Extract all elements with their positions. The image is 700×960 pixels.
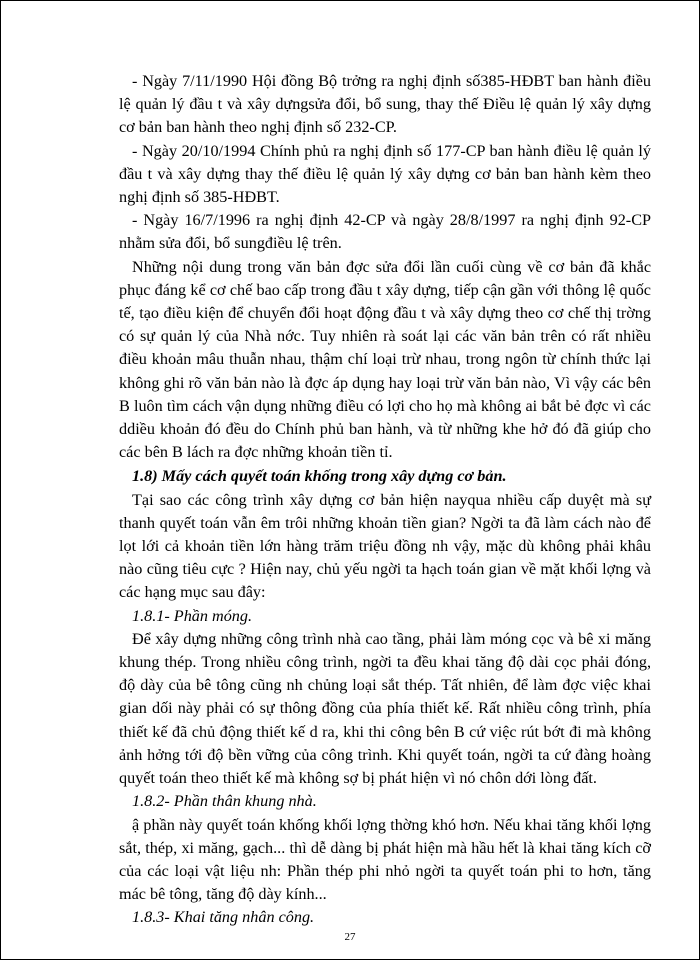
- heading-1-8: 1.8) Mấy cách quyết toán khống trong xây dựng cơ bản.: [132, 467, 507, 486]
- heading-1-8-2: 1.8.2- Phần thân khung nhà.: [132, 792, 317, 811]
- paragraph-decree-42-92: - Ngày 16/7/1996 ra nghị định 42-CP và ngày 28/8/1997 ra nghị định 92-CP nhằm sửa đổi, bổ sungđiều lệ trên.: [119, 211, 651, 253]
- heading-1-8-3: 1.8.3- Khai tăng nhân công.: [132, 908, 315, 927]
- paragraph-decree-385: - Ngày 7/11/1990 Hội đồng Bộ trởng ra nghị định số385-HĐBT ban hành điều lệ quản lý đầu t và xây dựngsửa đổi, bổ sung, thay thế Điều lệ quản lý xây dựng cơ bản ban hành theo nghị định số 232-CP.: [119, 72, 651, 137]
- paragraph-revisions: Những nội dung trong văn bản đợc sửa đổi lần cuối cùng về cơ bản đã khắc phục đáng kể cơ chế bao cấp trong đầu t xây dựng, tiếp cận gần với thông lệ quốc tế, tạo điều kiện để chuyển đổi hoạt động đầu t và xây dựng theo cơ chế thị trờng có sự quản lý của Nhà nớc. Tuy nhiên rà soát lại các văn bản trên có rất nhiều điều khoản mâu thuẫn nhau, thậm chí loại trừ nhau, trong ngôn từ chính thức lại không ghi rõ văn bản nào là đợc áp dụng hay loại trừ văn bản nào, Vì vậy các bên B luôn tìm cách vận dụng những điều có lợi cho họ mà không ai bắt bẻ đợc vì các ddiều khoản đó đều do Chính phủ ban hành, và từ những khe hở đó đã giúp cho các bên B lách ra đợc những khoản tiền tỉ.: [119, 257, 651, 462]
- paragraph-1-8-1: Để xây dựng những công trình nhà cao tầng, phải làm móng cọc và bê xi măng khung thép. Trong nhiều công trình, ngời ta đều khai tăng độ dài cọc phải đóng, độ dày của bê tông cũng nh chủng loại sắt thép. Tất nhiên, để làm đợc việc khai gian dối này phải có sự thông đồng của phía thiết kế. Rất nhiều công trình, phía thiết kế đã chủ động thiết kế d ra, khi thi công bên B cứ việc rút bớt đi mà không ảnh hởng tới độ bền vững của công trình. Khi quyết toán, ngời ta cứ đàng hoàng quyết toán theo thiết kế mà không sợ bị phát hiện vì nó chôn dới lòng đất.: [119, 629, 651, 788]
- page-body: [119, 70, 651, 930]
- heading-1-8-1: 1.8.1- Phần móng.: [132, 606, 253, 625]
- paragraph-1-8-2: ậ phần này quyết toán khống khối lợng thờng khó hơn. Nếu khai tăng khối lợng sắt, thép, xi măng, gạch... thì dễ dàng bị phát hiện mà hầu hết là khai tăng kích cỡ của các loại vật liệu nh: Phần thép phi nhỏ ngời ta quyết toán phi to hơn, tăng mác bê tông, tăng độ dày kính...: [119, 815, 651, 904]
- paragraph-1-8: Tại sao các công trình xây dựng cơ bản hiện nayqua nhiều cấp duyệt mà sự thanh quyết toán vẫn êm trôi những khoản tiền gian? Ngời ta đã làm cách nào để lọt lới cả khoản tiền lớn hàng trăm triệu đồng nh vậy, mặc dù không phải khâu nào cũng tiêu cực ? Hiện nay, chủ yếu ngời ta hạch toán gian về mặt khối lợng và các hạng mục sau đây:: [119, 490, 651, 602]
- page-number: 27: [344, 931, 356, 943]
- paragraph-decree-177: - Ngày 20/10/1994 Chính phủ ra nghị định số 177-CP ban hành điều lệ quản lý đầu t và xây dựng thay thế điều lệ quản lý xây dựng cơ bản ban hành kèm theo nghị định số 385-HĐBT.: [119, 141, 651, 207]
